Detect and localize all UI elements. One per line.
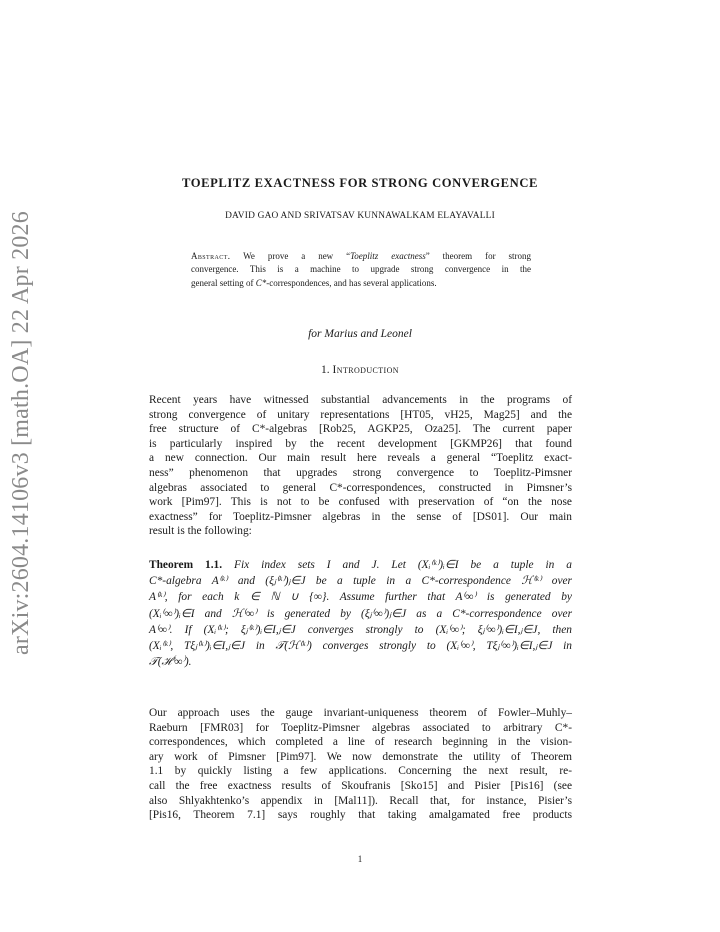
abstract-text: -correspondences, and has several applications. <box>266 277 437 288</box>
intro-line: a new connection. Our main result here reveals a general “Toeplitz exact- <box>149 452 572 465</box>
paper-authors: DAVID GAO AND SRIVATSAV KUNNAWALKAM ELAYAVALLI <box>225 211 495 221</box>
abstract <box>191 250 531 290</box>
theorem-1-1 <box>149 557 572 670</box>
section-number: 1. <box>321 364 330 376</box>
approach-line: Our approach uses the gauge invariant-uniqueness theorem of Fowler–Muhly– <box>149 707 572 719</box>
arxiv-identifier: arXiv:2604.14106v3 [math.OA] 22 Apr 2026 <box>8 211 34 655</box>
approach-line: 1.1 by quickly listing a few applications. Concerning the next result, re- <box>149 765 572 778</box>
approach-line: Raeburn [FMR03] for Toeplitz-Pimsner algebras associated to arbitrary C*- <box>149 721 572 734</box>
intro-line: result is the following: <box>149 525 252 538</box>
section-title: Introduction <box>332 364 399 376</box>
intro-line: Recent years have witnessed substantial advancements in the programs of <box>149 394 572 406</box>
approach-line: correspondences, which completed a line of research beginning in the vision- <box>149 736 572 749</box>
theorem-line: (Xᵢ⁽ᵏ⁾, Tξⱼ⁽ᵏ⁾)ᵢ∈I,ⱼ∈J in 𝒯(ℋ⁽ᵏ⁾) converges strongly to (Xᵢ⁽∞⁾, Tξⱼ⁽∞⁾)ᵢ∈I,ⱼ∈J in <box>149 640 572 653</box>
theorem-text: Fix index sets I and J. Let (Xᵢ⁽ᵏ⁾)ᵢ∈I be a tuple in a <box>234 559 572 571</box>
abstract-line-2: convergence. This is a machine to upgrade strong convergence in the <box>191 264 531 275</box>
theorem-line: A⁽ᵏ⁾, for each k ∈ ℕ ∪ {∞}. Assume further that A⁽∞⁾ is generated by <box>149 591 572 604</box>
abstract-text: We prove a new “ <box>243 251 351 261</box>
abstract-text: ” theorem for strong <box>425 251 532 261</box>
abstract-heading: Abstract. <box>191 251 231 261</box>
approach-line: call the free exactness results of Skoufranis [Sko15] and Pisier [Pis16] (see <box>149 779 572 792</box>
theorem-line <box>149 557 572 573</box>
intro-line: is particularly inspired by the recent development [GKMP26] that found <box>149 437 572 450</box>
paper-title: TOEPLITZ EXACTNESS FOR STRONG CONVERGENCE <box>181 176 539 190</box>
abstract-math: C* <box>255 277 267 288</box>
theorem-line: A⁽∞⁾. If (Xᵢ⁽ᵏ⁾; ξⱼ⁽ᵏ⁾)ᵢ∈I,ⱼ∈J converges strongly to (Xᵢ⁽∞⁾; ξⱼ⁽∞⁾)ᵢ∈I,ⱼ∈J, then <box>149 623 572 636</box>
theorem-label: Theorem 1.1. <box>149 559 223 571</box>
approach-paragraph <box>149 706 572 823</box>
theorem-line: 𝒯(ℋ⁽∞⁾). <box>149 656 192 669</box>
dedication: for Marius and Leonel <box>308 328 412 340</box>
approach-line: also Shlyakhtenko’s appendix in [Mal11]). Recall that, for instance, Pisier’s <box>149 794 572 807</box>
intro-paragraph <box>149 393 572 539</box>
intro-line: exactness” for Toeplitz-Pimsner algebras in the sense of [DS01]. Our main <box>149 510 572 523</box>
abstract-emphasis: Toeplitz exactness <box>350 251 426 261</box>
page-number: 1 <box>357 854 363 864</box>
intro-line: algebras associated to general C*-correspondences, constructed in Pimsner’s <box>149 481 572 494</box>
theorem-line: (Xᵢ⁽∞⁾)ᵢ∈I and ℋ⁽∞⁾ is generated by (ξⱼ⁽∞⁾)ⱼ∈J as a C*-correspondence over <box>149 607 572 620</box>
theorem-line: C*-algebra A⁽ᵏ⁾ and (ξⱼ⁽ᵏ⁾)ⱼ∈J be a tuple in a C*-correspondence ℋ⁽ᵏ⁾ over <box>149 575 572 588</box>
section-heading <box>0 364 720 376</box>
abstract-text: general setting of <box>191 277 256 288</box>
intro-line: free structure of C*-algebras [Rob25, AGKP25, Oza25]. The current paper <box>149 423 572 436</box>
intro-line: ness” phenomenon that upgrades strong convergence to Toeplitz-Pimsner <box>149 466 572 479</box>
abstract-line-1 <box>191 250 531 263</box>
intro-line: work [Pim97]. This is not to be confused with preservation of “on the nose <box>149 496 572 509</box>
approach-line: [Pis16, Theorem 7.1] says roughly that taking amalgamated free products <box>149 809 572 822</box>
abstract-line-3 <box>191 277 531 290</box>
intro-line: strong convergence of unitary representations [HT05, vH25, Mag25] and the <box>149 408 572 421</box>
approach-line: ary work of Pimsner [Pim97]. We now demonstrate the utility of Theorem <box>149 750 572 763</box>
